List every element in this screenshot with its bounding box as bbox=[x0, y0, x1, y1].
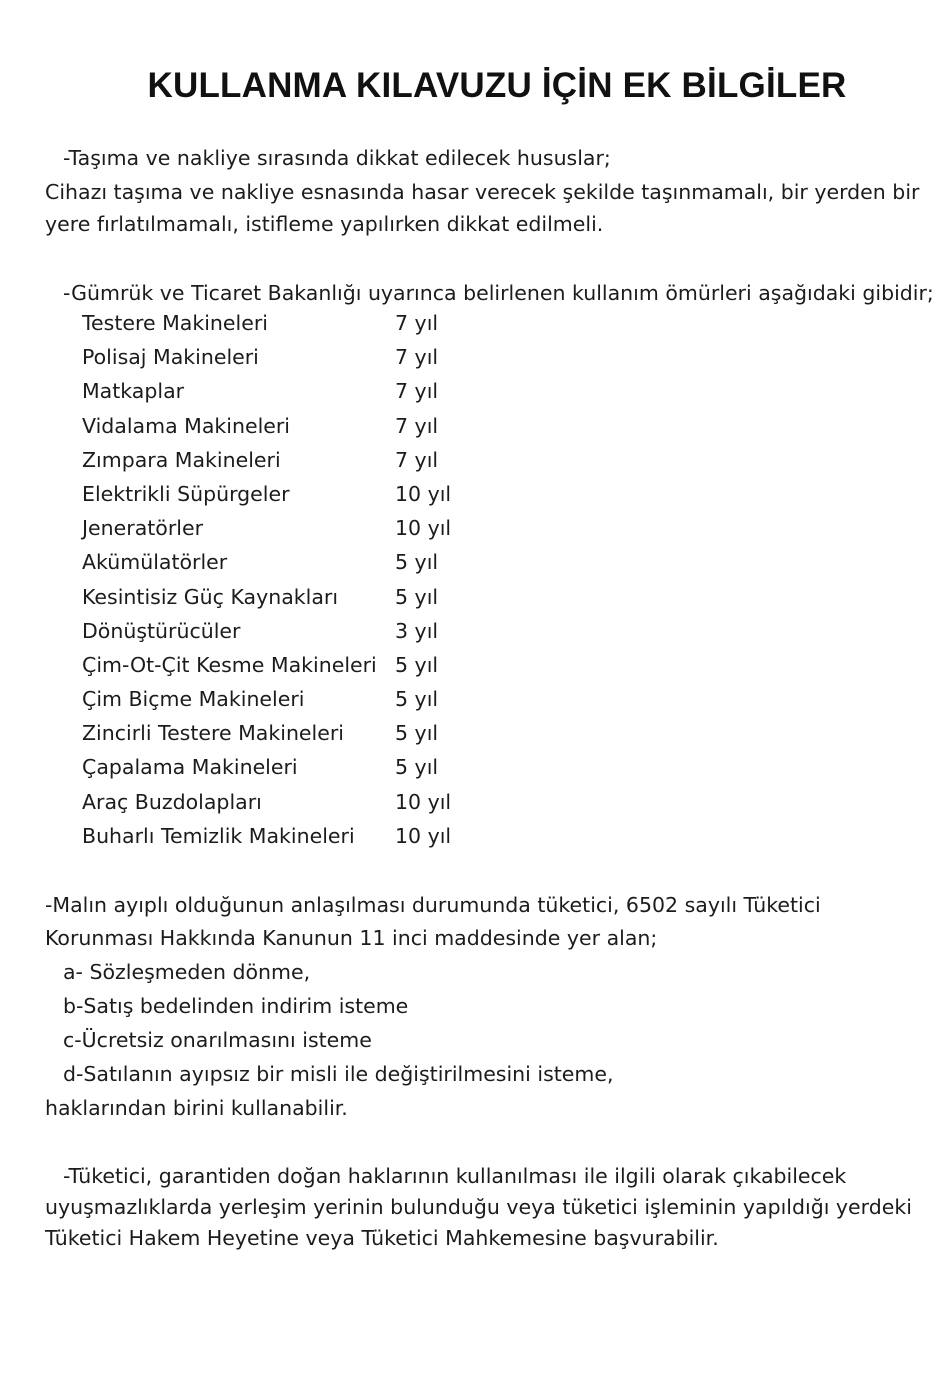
lifetime-name: Zincirli Testere Makineleri bbox=[82, 721, 344, 746]
lifetime-name: Çim-Ot-Çit Kesme Makineleri bbox=[82, 652, 377, 677]
lifetime-name: Testere Makineleri bbox=[82, 311, 268, 335]
lifetime-row bbox=[82, 482, 502, 516]
lifetime-years: 3 yıl bbox=[395, 618, 439, 643]
lifetime-name: Buharlı Temizlik Makineleri bbox=[82, 823, 355, 848]
lifetime-row bbox=[82, 721, 502, 755]
lifetime-name: Zımpara Makineleri bbox=[82, 447, 281, 472]
defects-option-a: a- Sözleşmeden dönme, bbox=[63, 960, 311, 984]
lifetime-years: 7 yıl bbox=[395, 345, 439, 370]
lifetime-name: Vidalama Makineleri bbox=[82, 413, 291, 438]
lifetime-row bbox=[82, 824, 502, 858]
lifetime-years: 5 yıl bbox=[395, 755, 439, 780]
lifetimes-heading: -Gümrük ve Ticaret Bakanlığı uyarınca belirlenen kullanım ömürleri aşağıdaki gibidir; bbox=[63, 281, 934, 305]
lifetime-years: 5 yıl bbox=[395, 721, 439, 746]
lifetime-list bbox=[82, 311, 502, 858]
lifetime-years: 10 yıl bbox=[395, 516, 452, 541]
disputes-line-2: uyuşmazlıklarda yerleşim yerinin bulunduğu veya tüketici işleminin yapıldığı yerdeki bbox=[45, 1195, 912, 1219]
lifetime-row bbox=[82, 687, 502, 721]
lifetime-years: 5 yıl bbox=[395, 687, 439, 712]
transport-line-1: Cihazı taşıma ve nakliye esnasında hasar verecek şekilde taşınmamalı, bir yerden bir bbox=[45, 180, 920, 204]
lifetime-name: Matkaplar bbox=[82, 379, 185, 404]
lifetime-row bbox=[82, 448, 502, 482]
lifetime-name: Akümülatörler bbox=[82, 550, 228, 575]
transport-heading: -Taşıma ve nakliye sırasında dikkat edilecek hususlar; bbox=[63, 146, 611, 170]
lifetime-row bbox=[82, 755, 502, 789]
lifetime-row bbox=[82, 379, 502, 413]
lifetime-years: 10 yıl bbox=[395, 481, 452, 506]
lifetime-years: 5 yıl bbox=[395, 584, 439, 609]
page-title: KULLANMA KILAVUZU İÇİN EK BİLGİLER bbox=[147, 66, 847, 105]
lifetime-years: 7 yıl bbox=[395, 311, 439, 335]
lifetime-years: 10 yıl bbox=[395, 789, 452, 814]
defects-closing: haklarından birini kullanabilir. bbox=[45, 1096, 348, 1120]
lifetime-row bbox=[82, 550, 502, 584]
lifetime-row bbox=[82, 619, 502, 653]
lifetime-years: 7 yıl bbox=[395, 379, 439, 404]
defects-line-2: Korunması Hakkında Kanunun 11 inci maddesinde yer alan; bbox=[45, 926, 658, 950]
lifetime-name: Polisaj Makineleri bbox=[82, 345, 259, 370]
lifetime-years: 7 yıl bbox=[395, 413, 439, 438]
defects-option-c: c-Ücretsiz onarılmasını isteme bbox=[63, 1028, 372, 1052]
defects-line-1: -Malın ayıplı olduğunun anlaşılması durumunda tüketici, 6502 sayılı Tüketici bbox=[45, 893, 821, 917]
defects-option-d: d-Satılanın ayıpsız bir misli ile değiştirilmesini isteme, bbox=[63, 1062, 614, 1086]
lifetime-years: 7 yıl bbox=[395, 447, 439, 472]
disputes-line-1: -Tüketici, garantiden doğan haklarının kullanılması ile ilgili olarak çıkabilecek bbox=[63, 1164, 847, 1188]
lifetime-row bbox=[82, 585, 502, 619]
lifetime-row bbox=[82, 516, 502, 550]
lifetime-row bbox=[82, 653, 502, 687]
lifetime-name: Jeneratörler bbox=[82, 516, 203, 541]
lifetime-years: 10 yıl bbox=[395, 823, 452, 848]
lifetime-years: 5 yıl bbox=[395, 550, 439, 575]
lifetime-name: Çapalama Makineleri bbox=[82, 755, 298, 780]
lifetime-row bbox=[82, 311, 502, 345]
lifetime-row bbox=[82, 790, 502, 824]
lifetime-name: Kesintisiz Güç Kaynakları bbox=[82, 584, 339, 609]
lifetime-years: 5 yıl bbox=[395, 652, 439, 677]
lifetime-row bbox=[82, 414, 502, 448]
lifetime-row bbox=[82, 345, 502, 379]
lifetime-name: Çim Biçme Makineleri bbox=[82, 687, 305, 712]
lifetime-name: Dönüştürücüler bbox=[82, 618, 241, 643]
disputes-line-3: Tüketici Hakem Heyetine veya Tüketici Mahkemesine başvurabilir. bbox=[45, 1226, 719, 1250]
lifetime-name: Araç Buzdolapları bbox=[82, 789, 262, 814]
defects-option-b: b-Satış bedelinden indirim isteme bbox=[63, 994, 409, 1018]
lifetime-name: Elektrikli Süpürgeler bbox=[82, 481, 290, 506]
transport-line-2: yere fırlatılmamalı, istifleme yapılırken dikkat edilmeli. bbox=[45, 212, 604, 236]
